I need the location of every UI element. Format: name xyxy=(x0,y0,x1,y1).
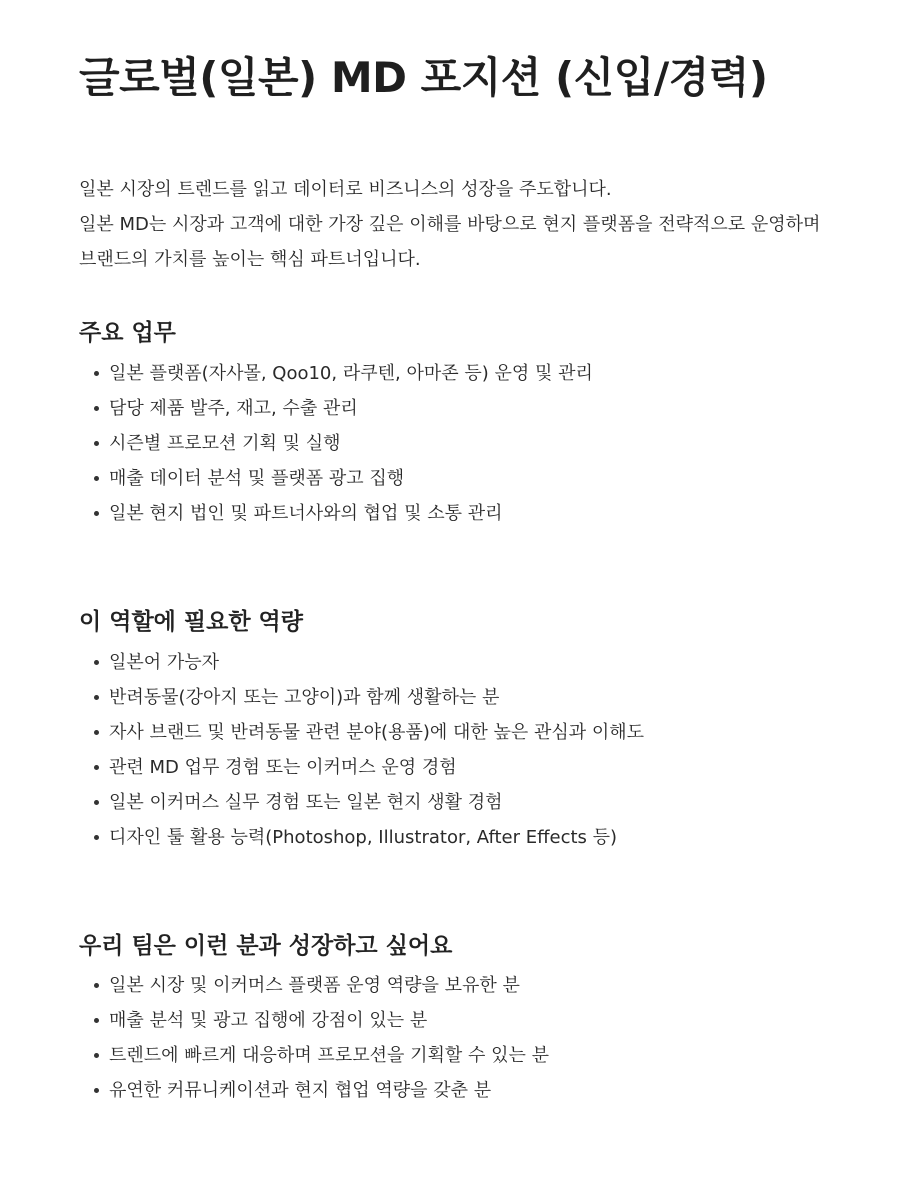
main-duties-list xyxy=(79,356,593,531)
intro-paragraph xyxy=(79,172,879,277)
list-item xyxy=(79,715,644,750)
bullet-icon xyxy=(94,371,99,376)
list-item xyxy=(79,680,644,715)
list-item-text: 일본어 가능자 xyxy=(109,652,220,673)
list-item xyxy=(79,356,593,391)
list-item-text: 자사 브랜드 및 반려동물 관련 분야(용품)에 대한 높은 관심과 이해도 xyxy=(109,722,645,743)
list-item xyxy=(79,496,593,531)
bullet-icon xyxy=(94,511,99,516)
bullet-icon xyxy=(94,1018,99,1023)
list-item-text: 트렌드에 빠르게 대응하며 프로모션을 기획할 수 있는 분 xyxy=(109,1045,549,1066)
intro-line: 브랜드의 가치를 높이는 핵심 파트너입니다. xyxy=(79,249,421,270)
list-item-text: 매출 분석 및 광고 집행에 강점이 있는 분 xyxy=(109,1010,428,1031)
bullet-icon xyxy=(94,660,99,665)
bullet-icon xyxy=(94,1053,99,1058)
list-item-text: 일본 시장 및 이커머스 플랫폼 운영 역량을 보유한 분 xyxy=(109,975,520,996)
bullet-icon xyxy=(94,800,99,805)
section-heading-required-skills: 이 역할에 필요한 역량 xyxy=(79,609,303,635)
list-item xyxy=(79,1003,549,1038)
list-item xyxy=(79,750,644,785)
list-item xyxy=(79,426,593,461)
list-item-text: 담당 제품 발주, 재고, 수출 관리 xyxy=(109,398,358,419)
bullet-icon xyxy=(94,1088,99,1093)
section-heading-main-duties: 주요 업무 xyxy=(79,320,176,346)
bullet-icon xyxy=(94,983,99,988)
list-item-text: 일본 이커머스 실무 경험 또는 일본 현지 생활 경험 xyxy=(109,792,503,813)
list-item-text: 매출 데이터 분석 및 플랫폼 광고 집행 xyxy=(109,468,405,489)
list-item-text: 일본 현지 법인 및 파트너사와의 협업 및 소통 관리 xyxy=(109,503,503,524)
list-item-text: 시즌별 프로모션 기획 및 실행 xyxy=(109,433,341,454)
intro-line: 일본 MD는 시장과 고객에 대한 가장 깊은 이해를 바탕으로 현지 플랫폼을 전략적으로 운영하며 xyxy=(79,214,821,235)
bullet-icon xyxy=(94,695,99,700)
required-skills-list xyxy=(79,645,644,855)
bullet-icon xyxy=(94,476,99,481)
list-item xyxy=(79,1073,549,1108)
list-item xyxy=(79,645,644,680)
section-heading-ideal-candidate: 우리 팀은 이런 분과 성장하고 싶어요 xyxy=(79,933,453,959)
bullet-icon xyxy=(94,730,99,735)
bullet-icon xyxy=(94,441,99,446)
list-item xyxy=(79,785,644,820)
list-item-text: 디자인 툴 활용 능력(Photoshop, Illustrator, After Effects 등) xyxy=(109,827,618,848)
list-item xyxy=(79,820,644,855)
list-item-text: 일본 플랫폼(자사몰, Qoo10, 라쿠텐, 아마존 등) 운영 및 관리 xyxy=(109,363,593,384)
list-item-text: 관련 MD 업무 경험 또는 이커머스 운영 경험 xyxy=(109,757,457,778)
list-item xyxy=(79,461,593,496)
list-item-text: 유연한 커뮤니케이션과 현지 협업 역량을 갖춘 분 xyxy=(109,1080,492,1101)
intro-line: 일본 시장의 트렌드를 읽고 데이터로 비즈니스의 성장을 주도합니다. xyxy=(79,179,612,200)
bullet-icon xyxy=(94,406,99,411)
bullet-icon xyxy=(94,835,99,840)
ideal-candidate-list xyxy=(79,968,549,1108)
page-title: 글로벌(일본) MD 포지션 (신입/경력) xyxy=(79,53,768,102)
list-item xyxy=(79,1038,549,1073)
list-item xyxy=(79,968,549,1003)
list-item xyxy=(79,391,593,426)
list-item-text: 반려동물(강아지 또는 고양이)과 함께 생활하는 분 xyxy=(109,687,500,708)
bullet-icon xyxy=(94,765,99,770)
